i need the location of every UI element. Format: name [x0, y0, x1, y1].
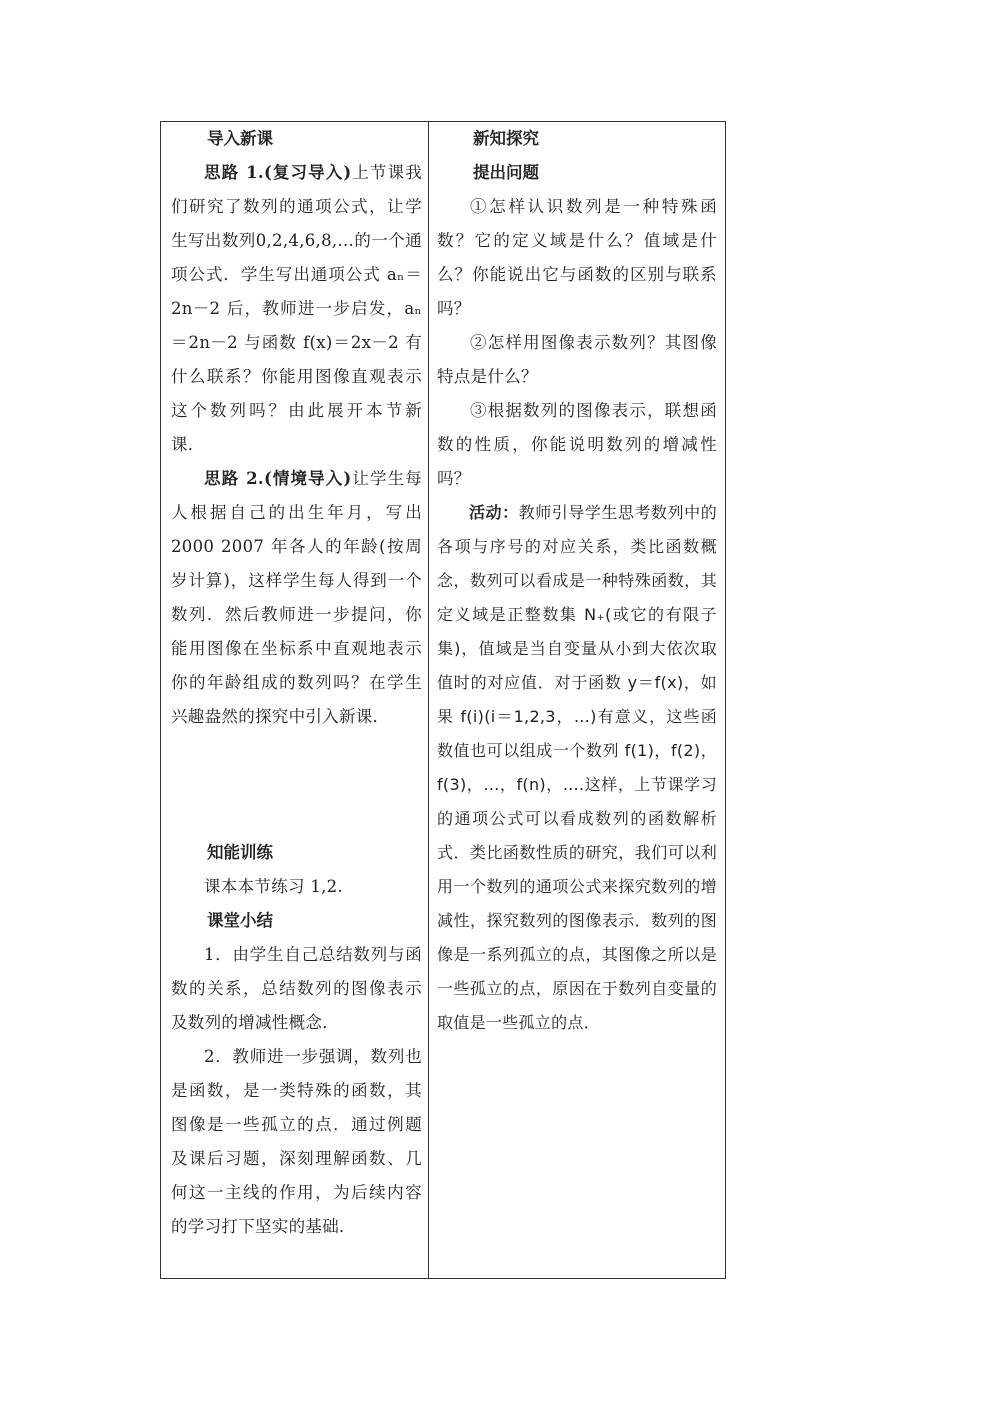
right-column	[429, 122, 725, 1278]
question-3: ③根据数列的图像表示，联想函数的性质，你能说明数列的增减性吗？	[437, 401, 717, 488]
intro-idea-1	[171, 156, 422, 462]
heading-intro: 导入新课	[207, 129, 273, 148]
summary-item-2: 2．教师进一步强调，数列也是函数，是一类特殊的函数，其图像是一些孤立的点．通过例题及课后习题，深刻理解函数、几何这一主线的作用，为后续内容的学习打下坚实的基础．	[171, 1047, 422, 1236]
activity-text: 教师引导学生思考数列中的各项与序号的对应关系，类比函数概念，数列可以看成是一种特殊函数，其定义域是正整数集 N₊(或它的有限子集)，值域是当自变量从小到大依次取值时的对应值．对于函数 y＝f(x)，如果 f(i)(i＝1,2,3，…)有意义，这些函数值也可以组成一个数列 f(1)，f(2)，f(3)，…，f(n)，….这样，上节课学习的通项公式可以看成数列的函数解析式．类比函数性质的研究，我们可以利用一个数列的通项公式来探究数列的增减性，探究数列的图像表示．数列的图像是一系列孤立的点，其图像之所以是一些孤立的点，原因在于数列自变量的取值是一些孤立的点．	[437, 503, 717, 1032]
question-1: ①怎样认识数列是一种特殊函数？它的定义域是什么？值域是什么？你能说出它与函数的区别与联系吗？	[437, 197, 717, 318]
activity-label: 活动：	[469, 503, 519, 522]
activity-paragraph	[437, 496, 717, 1040]
practice-text: 课本本节练习 1,2.	[204, 877, 344, 896]
idea-2-text: 让学生每人根据自己的出生年月，写出 2000 2007 年各人的年龄(按周岁计算)，这样学生每人得到一个数列．然后教师进一步提问，你能用图像在坐标系中直观地表示你的年龄组成的数列吗？在学生兴趣盎然的探究中引入新课．	[171, 469, 423, 726]
heading-questions: 提出问题	[473, 163, 539, 182]
heading-summary: 课堂小结	[207, 911, 273, 930]
heading-explore: 新知探究	[473, 129, 539, 148]
summary-item-1: 1．由学生自己总结数列与函数的关系，总结数列的图像表示及数列的增减性概念．	[171, 945, 422, 1032]
intro-idea-2	[171, 462, 422, 734]
idea-1-label: 思路 1.(复习导入)	[204, 163, 352, 182]
heading-practice: 知能训练	[207, 843, 273, 862]
lesson-table	[160, 121, 726, 1279]
spacer	[171, 734, 422, 836]
idea-1-text: 上节课我们研究了数列的通项公式，让学生写出数列0,2,4,6,8,…的一个通项公式．学生写出通项公式 aₙ＝2n－2 后，教师进一步启发，aₙ＝2n－2 与函数 f(x)＝2x－2 有什么联系？你能用图像直观表示这个数列吗？由此展开本节新课．	[171, 163, 423, 454]
left-column	[161, 122, 429, 1278]
question-2: ②怎样用图像表示数列？其图像特点是什么？	[437, 333, 717, 386]
idea-2-label: 思路 2.(情境导入)	[204, 469, 352, 488]
